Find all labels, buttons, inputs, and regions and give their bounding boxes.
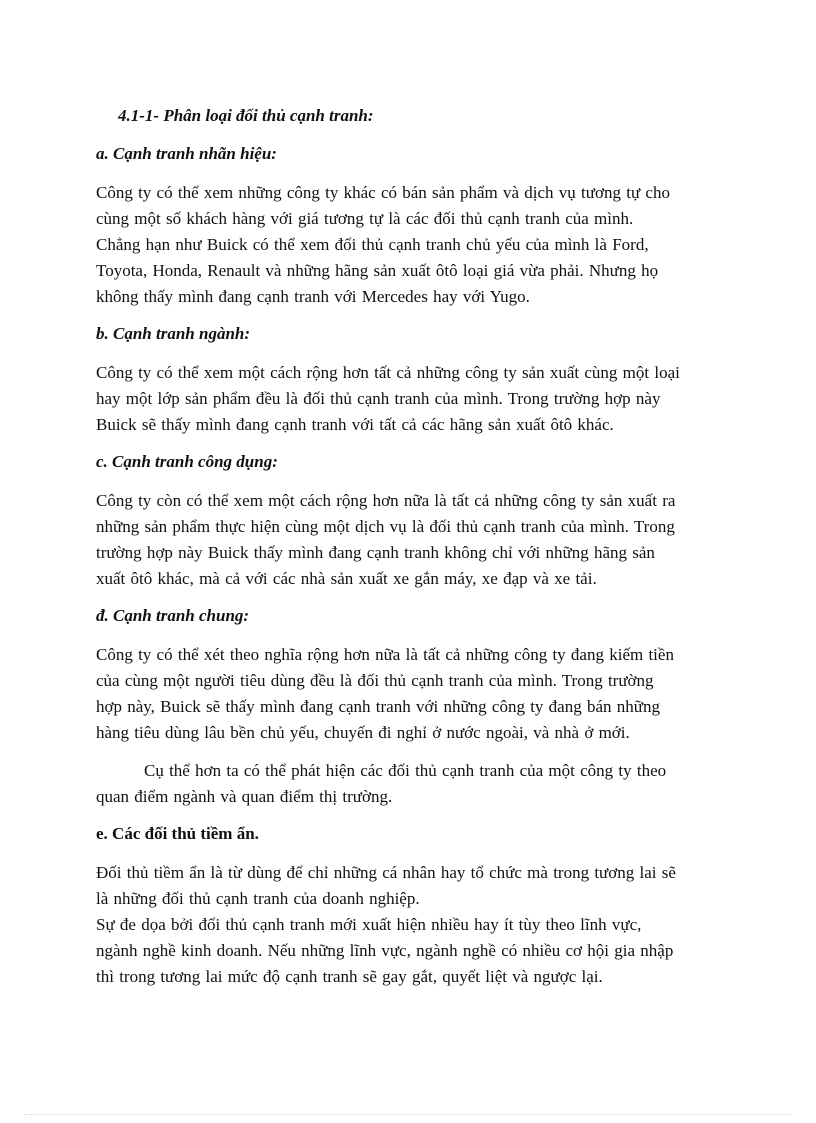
text-line: Đối thủ tiềm ẩn là từ dùng để chỉ những cá nhân hay tổ chức mà trong tương lai sẽ: [96, 863, 676, 882]
paragraph-potential-competitors: [96, 860, 726, 990]
heading-potential-competitors: e. Các đối thủ tiềm ẩn.: [96, 824, 259, 843]
text-line: Buick sẽ thấy mình đang cạnh tranh với tất cả các hãng sản xuất ôtô khác.: [96, 415, 614, 434]
heading-industry-competition: b. Cạnh tranh ngành:: [96, 324, 251, 343]
paragraph-general-competition: [96, 642, 726, 746]
text-line: Công ty có thể xem những công ty khác có bán sản phẩm và dịch vụ tương tự cho: [96, 183, 670, 202]
text-line: Công ty có thể xét theo nghĩa rộng hơn nữa là tất cả những công ty đang kiếm tiền: [96, 645, 674, 664]
text-line: Toyota, Honda, Renault và những hãng sản xuất ôtô loại giá vừa phải. Nhưng họ: [96, 261, 659, 280]
text-line: hợp này, Buick sẽ thấy mình đang cạnh tranh với những công ty đang bán những: [96, 697, 660, 716]
text-line: hay một lớp sản phẩm đều là đối thủ cạnh tranh của mình. Trong trường hợp này: [96, 389, 661, 408]
heading-general-competition: đ. Cạnh tranh chung:: [96, 606, 250, 625]
text-line: không thấy mình đang cạnh tranh với Mercedes hay với Yugo.: [96, 287, 530, 306]
paragraph-functional-competition: [96, 488, 726, 592]
text-line: Cụ thể hơn ta có thể phát hiện các đối thủ cạnh tranh của một công ty theo: [144, 761, 667, 780]
text-line: những sản phẩm thực hiện cùng một dịch vụ là đối thủ cạnh tranh của mình. Trong: [96, 517, 675, 536]
text-line: xuất ôtô khác, mà cả với các nhà sản xuất xe gắn máy, xe đạp và xe tải.: [96, 569, 597, 588]
text-line: Công ty còn có thể xem một cách rộng hơn nữa là tất cả những công ty sản xuất ra: [96, 491, 676, 510]
paragraph-brand-competition: [96, 180, 726, 310]
text-line: Sự đe dọa bởi đối thủ cạnh tranh mới xuất hiện nhiều hay ít tùy theo lĩnh vực,: [96, 915, 642, 934]
text-line: hàng tiêu dùng lâu bền chủ yếu, chuyến đi nghỉ ở nước ngoài, và nhà ở mới.: [96, 723, 630, 742]
section-title: 4.1-1- Phân loại đối thủ cạnh tranh:: [118, 106, 374, 125]
text-line: cùng một số khách hàng với giá tương tự là các đối thủ cạnh tranh của mình.: [96, 209, 634, 228]
text-line: trường hợp này Buick thấy mình đang cạnh tranh không chỉ với những hãng sản: [96, 543, 655, 562]
paragraph-summary: [96, 758, 726, 810]
document-body: [96, 104, 726, 990]
page-bottom-divider: [24, 1114, 792, 1115]
heading-functional-competition: c. Cạnh tranh công dụng:: [96, 452, 278, 471]
text-line: Chẳng hạn như Buick có thể xem đối thủ cạnh tranh chủ yếu của mình là Ford,: [96, 235, 649, 254]
text-line: là những đối thủ cạnh tranh của doanh nghiệp.: [96, 889, 420, 908]
text-line: Công ty có thể xem một cách rộng hơn tất cả những công ty sản xuất cùng một loại: [96, 363, 680, 382]
text-line: thì trong tương lai mức độ cạnh tranh sẽ gay gắt, quyết liệt và ngược lại.: [96, 967, 603, 986]
text-line: ngành nghề kinh doanh. Nếu những lĩnh vực, ngành nghề có nhiều cơ hội gia nhập: [96, 941, 674, 960]
text-line: của cùng một người tiêu dùng đều là đối thủ cạnh tranh của mình. Trong trường: [96, 671, 654, 690]
text-line: quan điểm ngành và quan điểm thị trường.: [96, 787, 393, 806]
heading-brand-competition: a. Cạnh tranh nhãn hiệu:: [96, 144, 277, 163]
paragraph-industry-competition: [96, 360, 726, 438]
